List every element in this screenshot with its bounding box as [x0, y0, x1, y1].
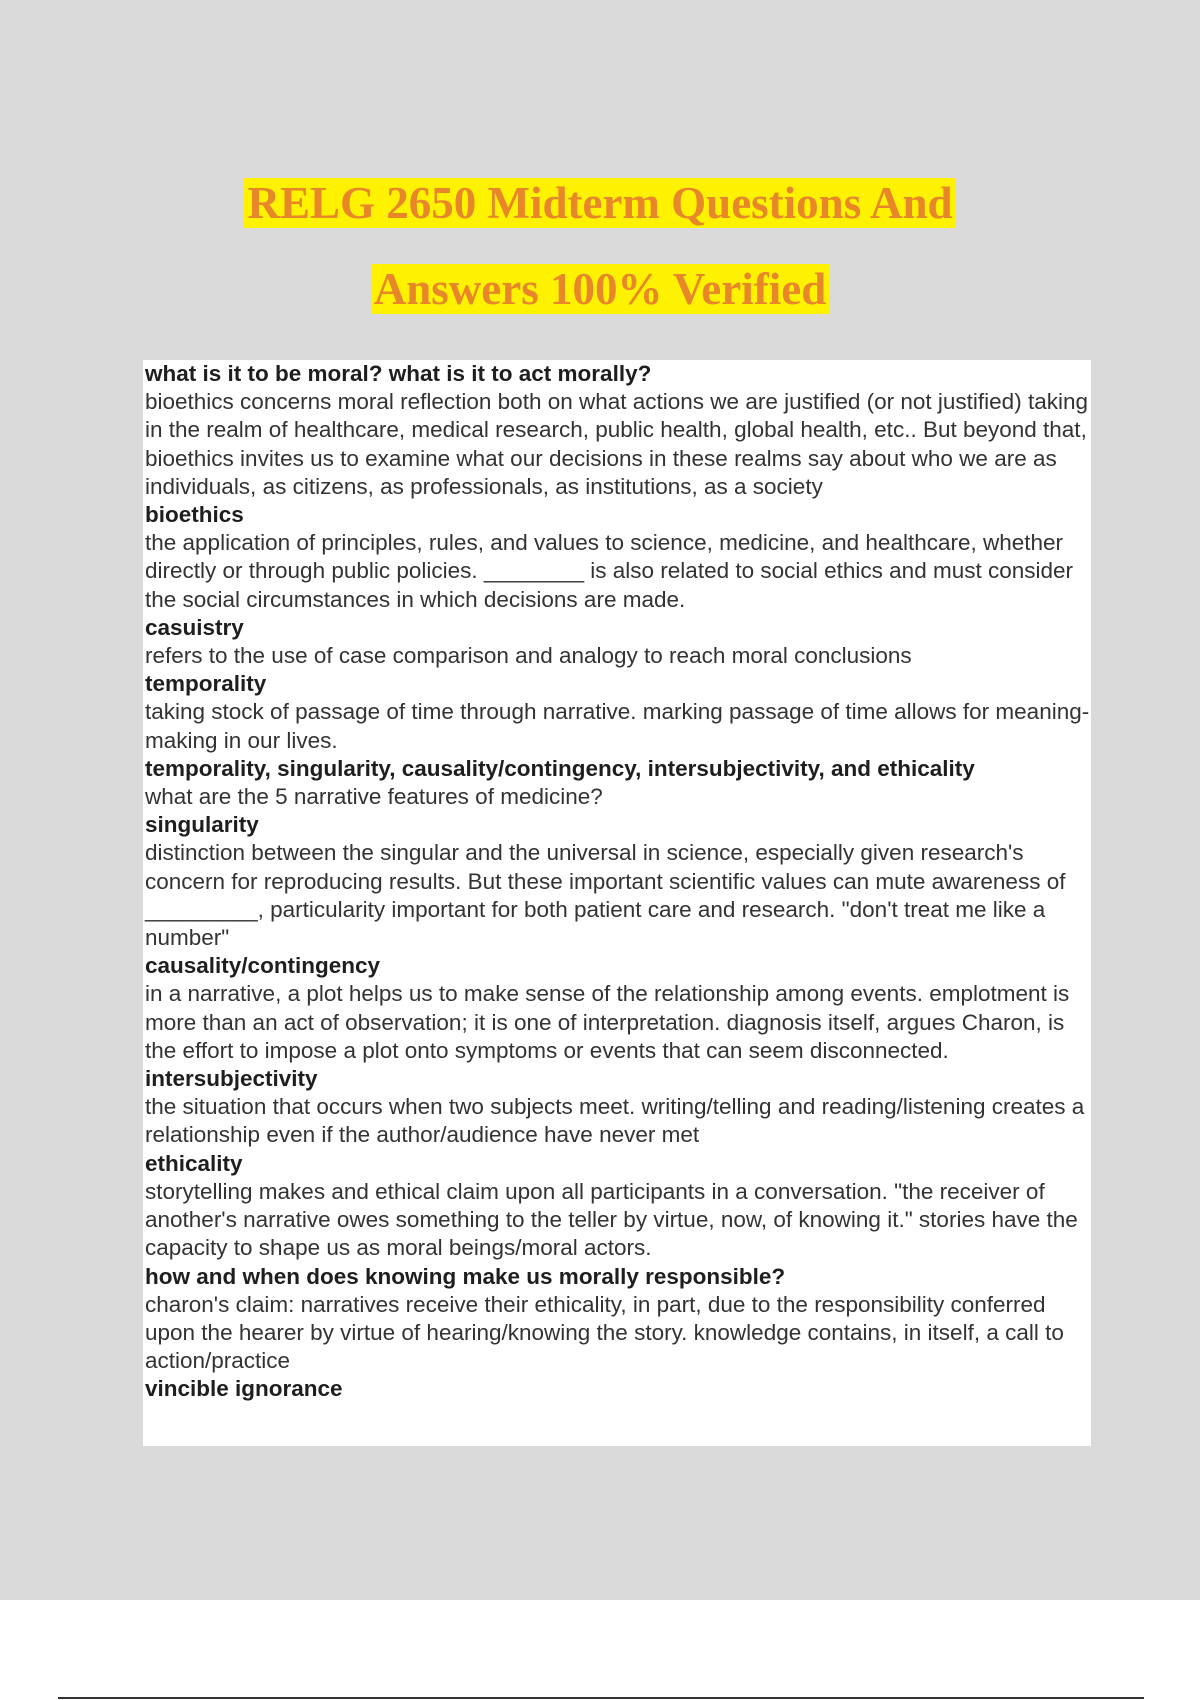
- entry-bioethics: [145, 501, 1091, 614]
- entry-casuistry: [145, 614, 1091, 670]
- entry-causality: [145, 952, 1091, 1065]
- title-line-2-text: Answers 100% Verified: [371, 264, 829, 314]
- entry-term: temporality: [145, 671, 267, 697]
- entry-definition: the situation that occurs when two subjects meet. writing/telling and reading/listening creates a relationship even if the author/audience have never met: [145, 1094, 1085, 1148]
- document-title: [0, 160, 1200, 332]
- entry-moral: [145, 360, 1091, 501]
- entry-vincible-ignorance: [145, 1375, 1091, 1403]
- entry-narrative-features: [145, 755, 1091, 811]
- entry-term: bioethics: [145, 502, 244, 528]
- entry-definition: taking stock of passage of time through narrative. marking passage of time allows for meaning-making in our lives.: [145, 699, 1090, 753]
- entry-definition: distinction between the singular and the universal in science, especially given research's concern for reproducing results. But these important scientific values can mute awareness of _________, particularity important for both patient care and research. "don't treat me like a number": [145, 840, 1066, 951]
- title-line-1: [0, 160, 1200, 246]
- entry-intersubjectivity: [145, 1065, 1091, 1150]
- flashcard-content: [143, 360, 1091, 1446]
- entry-term: intersubjectivity: [145, 1066, 318, 1092]
- entry-term: how and when does knowing make us morally responsible?: [145, 1263, 786, 1289]
- entry-definition: storytelling makes and ethical claim upon all participants in a conversation. "the receiver of another's narrative owes something to the teller by virtue, now, of knowing it." stories have the capacity to shape us as moral beings/moral actors.: [145, 1178, 1078, 1261]
- entry-term: ethicality: [145, 1150, 243, 1176]
- entry-term: casuistry: [145, 614, 244, 640]
- entry-definition: refers to the use of case comparison and analogy to reach moral conclusions: [145, 643, 912, 669]
- entry-definition: charon's claim: narratives receive their ethicality, in part, due to the responsibility conferred upon the hearer by virtue of hearing/knowing the story. knowledge contains, in itself, a call to action/practice: [145, 1291, 1064, 1374]
- footer-divider: [58, 1697, 1144, 1699]
- entry-knowing: [145, 1263, 1091, 1376]
- entry-definition: bioethics concerns moral reflection both on what actions we are justified (or not justified) taking in the realm of healthcare, medical research, public health, global health, etc.. But beyond that, bioethics invites us to examine what our decisions in these realms say about who we are as individuals, as citizens, as professionals, as institutions, as a society: [145, 389, 1088, 499]
- entry-term: what is it to be moral? what is it to act morally?: [145, 361, 652, 386]
- entry-definition: the application of principles, rules, and values to science, medicine, and healthcare, whether directly or through public policies. ________ is also related to social ethics and must consider the social circumstances in which decisions are made.: [145, 530, 1074, 612]
- entry-definition: what are the 5 narrative features of medicine?: [145, 784, 603, 810]
- title-line-1-text: RELG 2650 Midterm Questions And: [244, 178, 955, 228]
- entry-term: temporality, singularity, causality/contingency, intersubjectivity, and ethicality: [145, 755, 975, 781]
- entry-term: singularity: [145, 812, 259, 838]
- entry-ethicality: [145, 1150, 1091, 1263]
- entry-term: vincible ignorance: [145, 1376, 343, 1402]
- title-line-2: [0, 246, 1200, 332]
- entry-term: causality/contingency: [145, 953, 381, 979]
- entry-temporality: [145, 670, 1091, 755]
- entry-singularity: [145, 811, 1091, 952]
- entry-definition: in a narrative, a plot helps us to make sense of the relationship among events. emplotment is more than an act of observation; it is one of interpretation. diagnosis itself, argues Charon, is the effort to impose a plot onto symptoms or events that can seem disconnected.: [145, 981, 1070, 1063]
